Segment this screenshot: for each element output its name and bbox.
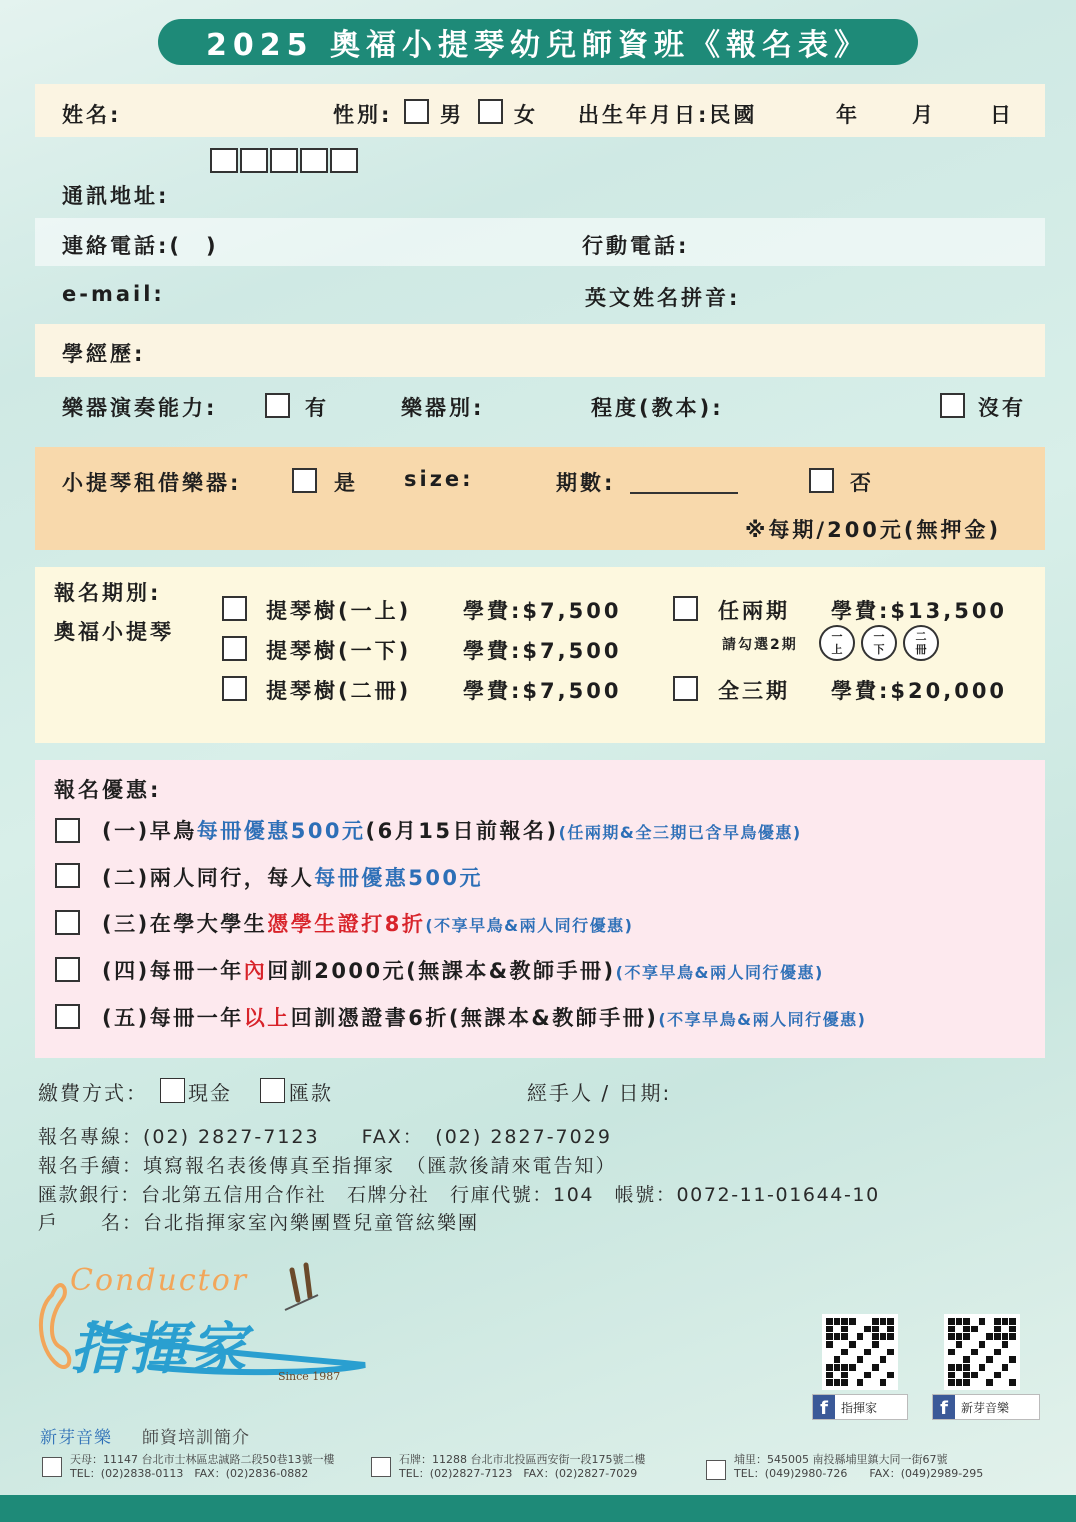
qr-module <box>1002 1318 1009 1325</box>
qr-module <box>841 1379 848 1386</box>
rental-fee-note: ※每期/200元(無押金) <box>745 518 1002 542</box>
discount-checkbox[interactable] <box>55 957 80 982</box>
qr-module <box>826 1326 833 1333</box>
facebook-link-new-bud[interactable] <box>932 1394 1040 1420</box>
qr-module <box>849 1318 856 1325</box>
qr-module <box>948 1349 955 1356</box>
month-label: 月 <box>912 103 936 127</box>
qr-module <box>880 1326 887 1333</box>
discount-item <box>102 1002 866 1032</box>
qr-module <box>857 1341 864 1348</box>
qr-module <box>857 1333 864 1340</box>
name-label: 姓名: <box>62 103 122 127</box>
address-label: 通訊地址: <box>62 184 170 208</box>
qr-module <box>994 1349 1001 1356</box>
qr-module <box>994 1333 1001 1340</box>
qr-module <box>979 1379 986 1386</box>
qr-module <box>826 1333 833 1340</box>
qr-module <box>1009 1349 1016 1356</box>
discount-highlight: 每冊優惠500元 <box>314 866 484 890</box>
education-band <box>35 324 1045 377</box>
info-procedure-line: 報名手續：填寫報名表後傳真至指揮家 （匯款後請來電告知） <box>38 1155 617 1177</box>
qr-module <box>864 1364 871 1371</box>
qr-module <box>849 1349 856 1356</box>
qr-module <box>841 1326 848 1333</box>
male-checkbox[interactable] <box>404 99 429 124</box>
qr-module <box>979 1326 986 1333</box>
qr-module <box>841 1318 848 1325</box>
qr-module <box>979 1333 986 1340</box>
english-name-label: 英文姓名拼音: <box>585 286 741 310</box>
qr-module <box>1009 1372 1016 1379</box>
discount-text: (四)每冊一年 <box>102 959 244 983</box>
qr-module <box>872 1379 879 1386</box>
day-label: 日 <box>990 103 1014 127</box>
qr-module <box>956 1364 963 1371</box>
qr-module <box>986 1318 993 1325</box>
qr-module <box>887 1356 894 1363</box>
qr-module <box>834 1318 841 1325</box>
qr-module <box>963 1333 970 1340</box>
qr-code-icon <box>822 1314 898 1390</box>
qr-module <box>963 1349 970 1356</box>
discount-text: (6月15日前報名) <box>365 819 559 843</box>
qr-module <box>841 1364 848 1371</box>
qr-module <box>956 1379 963 1386</box>
qr-module <box>986 1326 993 1333</box>
gender-label: 性別: <box>333 103 393 127</box>
qr-module <box>971 1372 978 1379</box>
term-all-checkbox[interactable] <box>673 676 698 701</box>
discount-text: 回訓憑證書6折(無課本&教師手冊) <box>290 1006 659 1030</box>
qr-module <box>834 1364 841 1371</box>
term-option-checkbox[interactable] <box>222 676 247 701</box>
qr-module <box>849 1364 856 1371</box>
circle-bottom: 冊 <box>915 643 927 656</box>
qr-module <box>887 1379 894 1386</box>
discount-note: (不享早鳥&兩人同行優惠) <box>658 1010 867 1029</box>
qr-module <box>986 1364 993 1371</box>
facebook-icon: f <box>813 1395 835 1419</box>
conductor-logo <box>30 1255 375 1390</box>
rental-periods-field[interactable] <box>630 470 738 494</box>
qr-module <box>872 1326 879 1333</box>
branch-contact: TEL：(049)2980-726 FAX：(049)2989-295 <box>734 1467 984 1480</box>
qr-module <box>880 1379 887 1386</box>
discount-item <box>102 908 633 938</box>
qr-module <box>986 1341 993 1348</box>
term-circle-checkbox[interactable] <box>903 625 939 661</box>
phone-label: 連絡電話:( ) <box>62 234 219 258</box>
instrument-yes-label: 有 <box>305 396 329 420</box>
qr-module <box>971 1326 978 1333</box>
email-label: e-mail: <box>62 282 165 306</box>
qr-module <box>887 1364 894 1371</box>
qr-module <box>948 1372 955 1379</box>
qr-module <box>971 1379 978 1386</box>
branch-tianmu <box>70 1453 334 1481</box>
qr-module <box>1009 1379 1016 1386</box>
qr-module <box>986 1349 993 1356</box>
qr-module <box>963 1341 970 1348</box>
discount-text: 回訓2000元(無課本&教師手冊) <box>267 959 616 983</box>
branch-checkbox-tianmu[interactable] <box>42 1457 62 1477</box>
term-option-fee: 學費:$7,500 <box>463 599 622 623</box>
branch-address: 天母：11147 台北市士林區忠誠路二段50巷13號一樓 <box>70 1453 335 1466</box>
qr-module <box>994 1326 1001 1333</box>
discount-item <box>102 815 802 845</box>
qr-module <box>834 1333 841 1340</box>
qr-module <box>849 1341 856 1348</box>
qr-module <box>963 1379 970 1386</box>
form-title: 2025 奧福小提琴幼兒師資班《報名表》 <box>158 19 918 65</box>
qr-module <box>834 1341 841 1348</box>
year-label: 年 <box>836 103 860 127</box>
qr-module <box>948 1364 955 1371</box>
qr-module <box>948 1379 955 1386</box>
logo-main: 指揮家 <box>70 1317 250 1382</box>
qr-module <box>956 1326 963 1333</box>
qr-module <box>1002 1341 1009 1348</box>
qr-module <box>834 1356 841 1363</box>
link-teacher-training[interactable]: 師資培訓簡介 <box>142 1428 250 1448</box>
qr-module <box>1002 1326 1009 1333</box>
branch-checkbox-puli[interactable] <box>706 1460 726 1480</box>
zip-box[interactable] <box>210 148 238 173</box>
qr-module <box>994 1318 1001 1325</box>
discount-item <box>102 955 824 985</box>
payment-transfer-checkbox[interactable] <box>260 1078 285 1103</box>
term-option-name: 提琴樹(二冊) <box>266 679 412 703</box>
discount-checkbox[interactable] <box>55 910 80 935</box>
qr-module <box>1009 1333 1016 1340</box>
qr-module <box>979 1349 986 1356</box>
qr-module <box>948 1333 955 1340</box>
rental-yes-label: 是 <box>334 471 358 495</box>
qr-module <box>986 1379 993 1386</box>
zip-box[interactable] <box>270 148 298 173</box>
qr-module <box>834 1326 841 1333</box>
qr-module <box>880 1333 887 1340</box>
circle-bottom: 上 <box>831 643 843 656</box>
qr-module <box>994 1356 1001 1363</box>
qr-module <box>971 1364 978 1371</box>
qr-module <box>857 1372 864 1379</box>
branch-contact: TEL：(02)2838-0113 FAX：(02)2836-0882 <box>70 1467 309 1480</box>
payment-cash-label: 現金 <box>188 1081 232 1105</box>
qr-module <box>979 1364 986 1371</box>
qr-module <box>872 1356 879 1363</box>
qr-module <box>826 1372 833 1379</box>
discount-highlight: 內 <box>243 959 268 983</box>
qr-module <box>834 1379 841 1386</box>
discount-note: (不享早鳥&兩人同行優惠) <box>615 963 824 982</box>
qr-module <box>979 1372 986 1379</box>
rental-yes-checkbox[interactable] <box>292 468 317 493</box>
qr-module <box>857 1318 864 1325</box>
qr-module <box>887 1326 894 1333</box>
personal-info-band <box>35 84 1045 137</box>
instrument-ability-label: 樂器演奏能力: <box>62 396 218 420</box>
qr-module <box>857 1356 864 1363</box>
branch-address: 埔里：545005 南投縣埔里鎮大同一街67號 <box>734 1453 948 1466</box>
qr-module <box>872 1341 879 1348</box>
qr-module <box>826 1364 833 1371</box>
qr-module <box>849 1379 856 1386</box>
qr-module <box>857 1326 864 1333</box>
qr-module <box>841 1341 848 1348</box>
qr-module <box>948 1341 955 1348</box>
handler-label: 經手人 / 日期: <box>527 1081 672 1105</box>
payment-label: 繳費方式： <box>38 1081 148 1105</box>
qr-module <box>826 1349 833 1356</box>
info-phone-line: 報名專線：(02) 2827-7123 FAX： (02) 2827-7029 <box>38 1126 612 1148</box>
qr-module <box>834 1349 841 1356</box>
payment-cash-checkbox[interactable] <box>160 1078 185 1103</box>
facebook-page-name: 指揮家 <box>841 1400 878 1415</box>
male-label: 男 <box>440 103 464 127</box>
info-bank-line: 匯款銀行：台北第五信用合作社 石牌分社 行庫代號：104 帳號：0072-11-01644-10 <box>38 1184 880 1206</box>
qr-module <box>872 1372 879 1379</box>
term-two-note: 請勾選2期 <box>722 637 798 653</box>
qr-module <box>826 1318 833 1325</box>
qr-module <box>849 1326 856 1333</box>
discount-note: (不享早鳥&兩人同行優惠) <box>425 916 634 935</box>
term-option-name: 提琴樹(一下) <box>266 639 412 663</box>
footer-bar <box>0 1495 1076 1522</box>
discount-checkbox[interactable] <box>55 1004 80 1029</box>
zip-box[interactable] <box>330 148 358 173</box>
qr-module <box>994 1341 1001 1348</box>
qr-module <box>887 1333 894 1340</box>
qr-module <box>971 1356 978 1363</box>
qr-module <box>994 1364 1001 1371</box>
qr-module <box>956 1356 963 1363</box>
qr-module <box>986 1333 993 1340</box>
qr-module <box>826 1356 833 1363</box>
qr-module <box>880 1318 887 1325</box>
qr-module <box>994 1372 1001 1379</box>
qr-module <box>864 1349 871 1356</box>
qr-module <box>864 1333 871 1340</box>
qr-module <box>1002 1356 1009 1363</box>
term-option-name: 提琴樹(一上) <box>266 599 412 623</box>
qr-module <box>826 1341 833 1348</box>
qr-module <box>948 1356 955 1363</box>
qr-module <box>841 1356 848 1363</box>
term-option-fee: 學費:$7,500 <box>463 639 622 663</box>
qr-module <box>864 1379 871 1386</box>
qr-module <box>979 1356 986 1363</box>
circle-top: 一 <box>873 630 885 643</box>
zip-box[interactable] <box>300 148 328 173</box>
logo-since: Since 1987 <box>278 1370 341 1383</box>
qr-module <box>887 1318 894 1325</box>
qr-module <box>986 1372 993 1379</box>
qr-module <box>963 1326 970 1333</box>
qr-module <box>963 1318 970 1325</box>
qr-module <box>1002 1372 1009 1379</box>
rental-label: 小提琴租借樂器: <box>62 471 242 495</box>
qr-module <box>857 1379 864 1386</box>
branch-puli <box>734 1453 983 1481</box>
facebook-icon: f <box>933 1395 955 1419</box>
term-circle-checkbox[interactable] <box>819 625 855 661</box>
qr-module <box>1002 1364 1009 1371</box>
discount-checkbox[interactable] <box>55 818 80 843</box>
qr-module <box>880 1364 887 1371</box>
qr-module <box>1009 1326 1016 1333</box>
birth-label: 出生年月日:民國 <box>578 103 758 127</box>
qr-module <box>880 1372 887 1379</box>
discount-label: 報名優惠: <box>54 778 162 802</box>
qr-module <box>963 1372 970 1379</box>
qr-module <box>880 1349 887 1356</box>
term-label: 報名期別: <box>54 581 162 605</box>
circle-bottom: 下 <box>873 643 885 656</box>
link-new-bud-music[interactable]: 新芽音樂 <box>40 1428 112 1448</box>
qr-module <box>956 1372 963 1379</box>
instrument-type-label: 樂器別: <box>401 396 485 420</box>
qr-module <box>872 1349 879 1356</box>
qr-module <box>880 1341 887 1348</box>
qr-module <box>956 1341 963 1348</box>
qr-module <box>857 1349 864 1356</box>
qr-module <box>872 1364 879 1371</box>
circle-top: 二 <box>915 630 927 643</box>
qr-module <box>1009 1318 1016 1325</box>
qr-module <box>857 1364 864 1371</box>
discount-highlight: 憑學生證打8折 <box>267 912 426 936</box>
rental-periods-label: 期數: <box>556 471 616 495</box>
term-program-label: 奧福小提琴 <box>54 620 174 644</box>
qr-module <box>956 1318 963 1325</box>
instrument-yes-checkbox[interactable] <box>265 393 290 418</box>
qr-module <box>948 1318 955 1325</box>
rental-no-label: 否 <box>850 471 874 495</box>
branch-shipai <box>399 1453 645 1481</box>
qr-module <box>1002 1379 1009 1386</box>
qr-module <box>948 1326 955 1333</box>
qr-module <box>1002 1333 1009 1340</box>
qr-module <box>956 1349 963 1356</box>
term-option-checkbox[interactable] <box>222 596 247 621</box>
term-all-fee: 學費:$20,000 <box>831 679 1008 703</box>
qr-module <box>1009 1364 1016 1371</box>
qr-module <box>849 1372 856 1379</box>
payment-transfer-label: 匯款 <box>289 1081 333 1105</box>
qr-module <box>849 1333 856 1340</box>
branch-contact: TEL：(02)2827-7123 FAX：(02)2827-7029 <box>399 1467 638 1480</box>
term-two-fee: 學費:$13,500 <box>831 599 1008 623</box>
qr-module <box>880 1356 887 1363</box>
female-checkbox[interactable] <box>478 99 503 124</box>
qr-module <box>864 1326 871 1333</box>
qr-module <box>979 1341 986 1348</box>
rental-no-checkbox[interactable] <box>809 468 834 493</box>
qr-module <box>986 1356 993 1363</box>
qr-module <box>841 1333 848 1340</box>
discount-text: (三)在學大學生 <box>102 912 268 936</box>
qr-module <box>887 1341 894 1348</box>
branch-address: 石牌：11288 台北市北投區西安街一段175號二樓 <box>399 1453 646 1466</box>
education-label: 學經歷: <box>62 342 146 366</box>
qr-module <box>887 1372 894 1379</box>
qr-module <box>864 1318 871 1325</box>
qr-module <box>826 1379 833 1386</box>
term-two-checkbox[interactable] <box>673 596 698 621</box>
circle-top: 一 <box>831 630 843 643</box>
info-account-name-line: 戶 名：台北指揮家室內樂團暨兒童管絃樂團 <box>38 1212 480 1234</box>
rental-size-label: size: <box>404 467 474 491</box>
qr-module <box>864 1372 871 1379</box>
facebook-link-conductor[interactable] <box>812 1394 908 1420</box>
qr-code-icon <box>944 1314 1020 1390</box>
discount-note: (任兩期&全三期已含早鳥優惠) <box>558 823 802 842</box>
qr-module <box>834 1372 841 1379</box>
instrument-no-label: 沒有 <box>978 396 1026 420</box>
qr-module <box>971 1341 978 1348</box>
discount-text: (二)兩人同行，每人 <box>102 866 315 890</box>
qr-module <box>994 1379 1001 1386</box>
facebook-page-name: 新芽音樂 <box>961 1400 1010 1415</box>
term-option-fee: 學費:$7,500 <box>463 679 622 703</box>
qr-module <box>956 1333 963 1340</box>
zip-box[interactable] <box>240 148 268 173</box>
female-label: 女 <box>514 103 538 127</box>
qr-module <box>971 1333 978 1340</box>
qr-module <box>849 1356 856 1363</box>
qr-module <box>979 1318 986 1325</box>
qr-module <box>864 1356 871 1363</box>
discount-text: (一)早鳥 <box>102 819 197 843</box>
discount-item <box>102 862 483 892</box>
term-circle-checkbox[interactable] <box>861 625 897 661</box>
qr-module <box>872 1333 879 1340</box>
term-two-name: 任兩期 <box>718 599 790 623</box>
discount-highlight: 以上 <box>243 1006 291 1030</box>
qr-module <box>1009 1356 1016 1363</box>
mobile-label: 行動電話: <box>582 234 690 258</box>
qr-module <box>963 1364 970 1371</box>
qr-module <box>864 1341 871 1348</box>
instrument-no-checkbox[interactable] <box>940 393 965 418</box>
term-option-checkbox[interactable] <box>222 636 247 661</box>
qr-module <box>1009 1341 1016 1348</box>
instrument-level-label: 程度(教本): <box>591 396 724 420</box>
discount-checkbox[interactable] <box>55 863 80 888</box>
qr-module <box>1002 1349 1009 1356</box>
discount-text: (五)每冊一年 <box>102 1006 244 1030</box>
logo-script: Conductor <box>70 1263 249 1298</box>
qr-module <box>872 1318 879 1325</box>
term-all-name: 全三期 <box>718 679 790 703</box>
branch-checkbox-shipai[interactable] <box>371 1457 391 1477</box>
qr-module <box>971 1318 978 1325</box>
qr-module <box>963 1356 970 1363</box>
qr-module <box>841 1372 848 1379</box>
discount-highlight: 每冊優惠500元 <box>196 819 366 843</box>
qr-module <box>841 1349 848 1356</box>
qr-module <box>887 1349 894 1356</box>
qr-module <box>971 1349 978 1356</box>
